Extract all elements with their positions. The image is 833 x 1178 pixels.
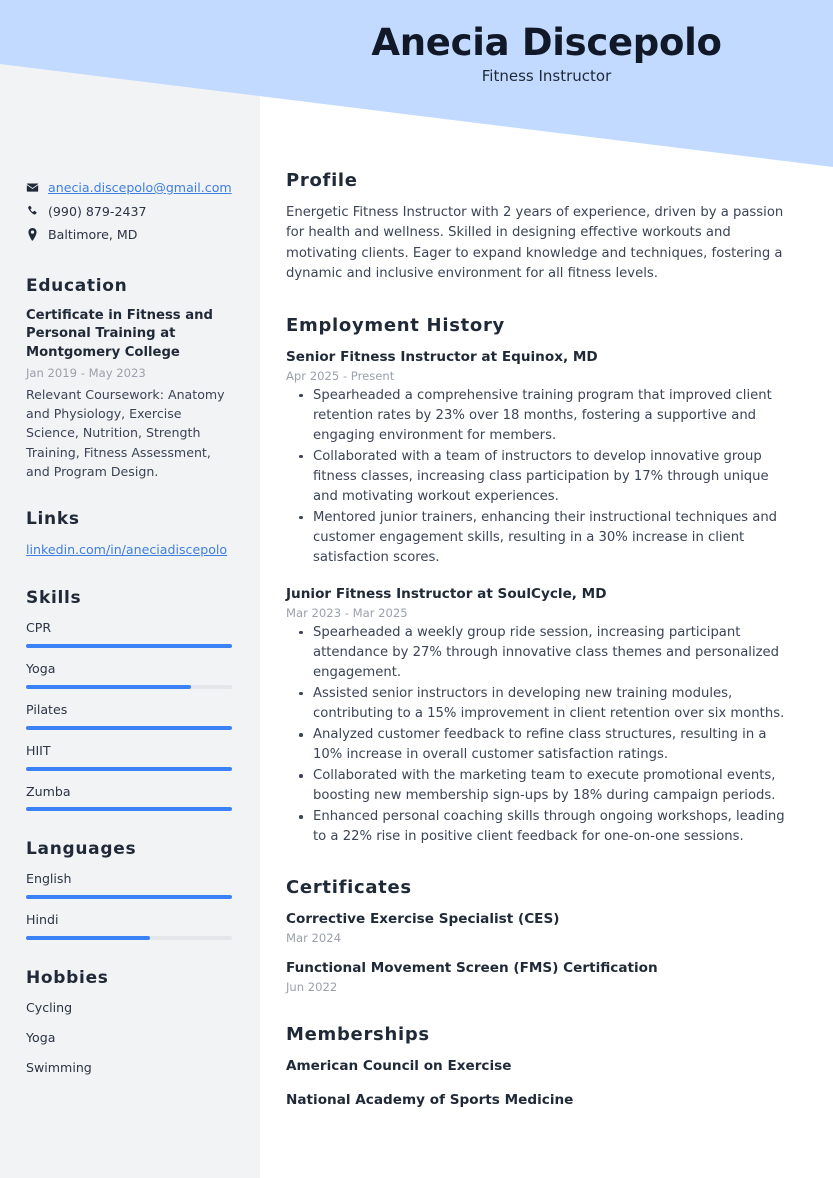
- skill-level-fill: [26, 685, 191, 689]
- section-links: [26, 509, 232, 560]
- skill-level-track: [26, 726, 232, 730]
- certificate-date: Mar 2024: [286, 931, 342, 946]
- section-heading-hobbies: Hobbies: [26, 968, 109, 989]
- language-item: [26, 911, 232, 940]
- contact-phone-value: (990) 879-2437: [48, 203, 147, 219]
- contact-list: [26, 178, 232, 245]
- section-languages: [26, 839, 232, 940]
- language-label: Hindi: [26, 912, 59, 928]
- language-item: [26, 870, 232, 899]
- skill-label: Yoga: [26, 660, 56, 676]
- section-heading-employment: Employment History: [286, 314, 505, 336]
- section-heading-certificates: Certificates: [286, 877, 412, 899]
- skill-item: [26, 783, 232, 812]
- skill-label: Pilates: [26, 701, 68, 717]
- employment-date: Apr 2025 - Present: [286, 368, 395, 383]
- employment-bullets: [286, 386, 797, 569]
- map-pin-icon: [26, 228, 39, 241]
- header-identity: [260, 22, 833, 85]
- header-job-title: Fitness Instructor: [481, 67, 612, 86]
- membership-item: National Academy of Sports Medicine: [286, 1091, 574, 1108]
- phone-icon: [26, 205, 39, 218]
- languages-list: [26, 870, 232, 940]
- section-hobbies: [26, 968, 232, 1078]
- education-title: Certificate in Fitness and Personal Training at Montgomery College: [26, 307, 213, 361]
- certificate-entry: [286, 910, 797, 945]
- skills-list: [26, 619, 232, 811]
- skill-level-fill: [26, 644, 232, 648]
- page-title: Anecia Discepolo: [371, 21, 722, 64]
- skill-label: Zumba: [26, 783, 71, 799]
- section-skills: [26, 588, 232, 811]
- sidebar: [0, 0, 260, 1178]
- language-level-track: [26, 895, 232, 899]
- hobby-item: Yoga: [26, 1030, 56, 1046]
- employment-title: Junior Fitness Instructor at SoulCycle, MD: [286, 586, 607, 603]
- employment-entry: [286, 348, 797, 568]
- section-heading-links: Links: [26, 508, 80, 529]
- skill-level-fill: [26, 807, 232, 811]
- profile-text: Energetic Fitness Instructor with 2 years of experience, driven by a passion for health and wellness. Skilled in designing effective workouts and motivating clients. Eager to expand knowledge and techniques, fostering a dynamic and inclusive environment for all fitness levels.: [286, 205, 784, 282]
- envelope-icon: [26, 181, 39, 194]
- certificate-name: Corrective Exercise Specialist (CES): [286, 911, 560, 928]
- skill-level-fill: [26, 767, 232, 771]
- contact-location-row: [26, 225, 232, 245]
- education-date: Jan 2019 - May 2023: [26, 365, 146, 380]
- certificate-date: Jun 2022: [286, 979, 338, 994]
- contact-email-link[interactable]: anecia.discepolo@gmail.com: [48, 180, 232, 195]
- section-heading-skills: Skills: [26, 587, 82, 608]
- section-memberships: [286, 1024, 797, 1110]
- employment-bullet: Collaborated with a team of instructors to develop innovative group fitness classes, increasing class participation by 17% through unique and motivating workout experiences.: [286, 447, 797, 507]
- skill-item: [26, 619, 232, 648]
- hobby-item: Cycling: [26, 1000, 73, 1016]
- section-profile: [286, 170, 797, 285]
- main-column: [260, 0, 833, 1178]
- skill-item: [26, 660, 232, 689]
- section-education: [26, 276, 232, 481]
- membership-item: American Council on Exercise: [286, 1057, 512, 1074]
- hobby-item: Swimming: [26, 1060, 92, 1075]
- memberships-list: [286, 1057, 797, 1110]
- language-level-fill: [26, 895, 232, 899]
- employment-bullet: Analyzed customer feedback to refine class structures, resulting in a 10% increase in overall customer satisfaction ratings.: [286, 725, 797, 765]
- employment-bullet: Spearheaded a weekly group ride session, increasing participant attendance by 27% through innovative class themes and personalized engagement.: [286, 623, 797, 683]
- employment-title: Senior Fitness Instructor at Equinox, MD: [286, 348, 598, 365]
- certificates-list: [286, 910, 797, 993]
- employment-bullet: Mentored junior trainers, enhancing their instructional techniques and customer engagement skills, resulting in a 30% increase in client satisfaction scores.: [286, 508, 797, 568]
- skill-item: [26, 742, 232, 771]
- language-label: English: [26, 871, 72, 887]
- skill-level-track: [26, 644, 232, 648]
- section-employment: [286, 315, 797, 848]
- section-certificates: [286, 877, 797, 993]
- employment-bullet: Spearheaded a comprehensive training program that improved client retention rates by 23% over 18 months, fostering a supportive and engaging environment for members.: [286, 386, 797, 446]
- employment-list: [286, 348, 797, 848]
- section-heading-profile: Profile: [286, 170, 358, 191]
- skill-level-track: [26, 807, 232, 811]
- section-heading-languages: Languages: [26, 839, 137, 860]
- employment-bullet: Assisted senior instructors in developing new training modules, contributing to a 15% improvement in client retention over six months.: [286, 684, 797, 724]
- employment-bullet: Enhanced personal coaching skills through ongoing workshops, leading to a 22% rise in positive client feedback for one-on-one sessions.: [286, 807, 797, 847]
- contact-location-value: Baltimore, MD: [48, 227, 138, 243]
- contact-email-row[interactable]: [26, 178, 232, 198]
- skill-item: [26, 701, 232, 730]
- contact-phone-row: [26, 202, 232, 222]
- skill-label: HIIT: [26, 742, 51, 758]
- certificate-name: Functional Movement Screen (FMS) Certification: [286, 960, 658, 977]
- employment-date: Mar 2023 - Mar 2025: [286, 605, 408, 620]
- link-item-linkedin[interactable]: linkedin.com/in/aneciadiscepolo: [26, 541, 228, 557]
- hobbies-list: [26, 999, 232, 1078]
- employment-entry: [286, 585, 797, 847]
- certificate-entry: [286, 959, 797, 994]
- skill-level-track: [26, 685, 232, 689]
- section-heading-memberships: Memberships: [286, 1023, 430, 1045]
- language-level-fill: [26, 936, 150, 940]
- education-entry: [26, 307, 232, 481]
- language-level-track: [26, 936, 232, 940]
- employment-bullets: [286, 623, 797, 848]
- skill-level-fill: [26, 726, 232, 730]
- skill-label: CPR: [26, 619, 52, 635]
- skill-level-track: [26, 767, 232, 771]
- employment-bullet: Collaborated with the marketing team to execute promotional events, boosting new membership sign-ups by 18% during campaign periods.: [286, 766, 797, 806]
- education-description: Relevant Coursework: Anatomy and Physiology, Exercise Science, Nutrition, Strength Training, Fitness Assessment, and Program Design.: [26, 387, 225, 479]
- section-heading-education: Education: [26, 275, 128, 296]
